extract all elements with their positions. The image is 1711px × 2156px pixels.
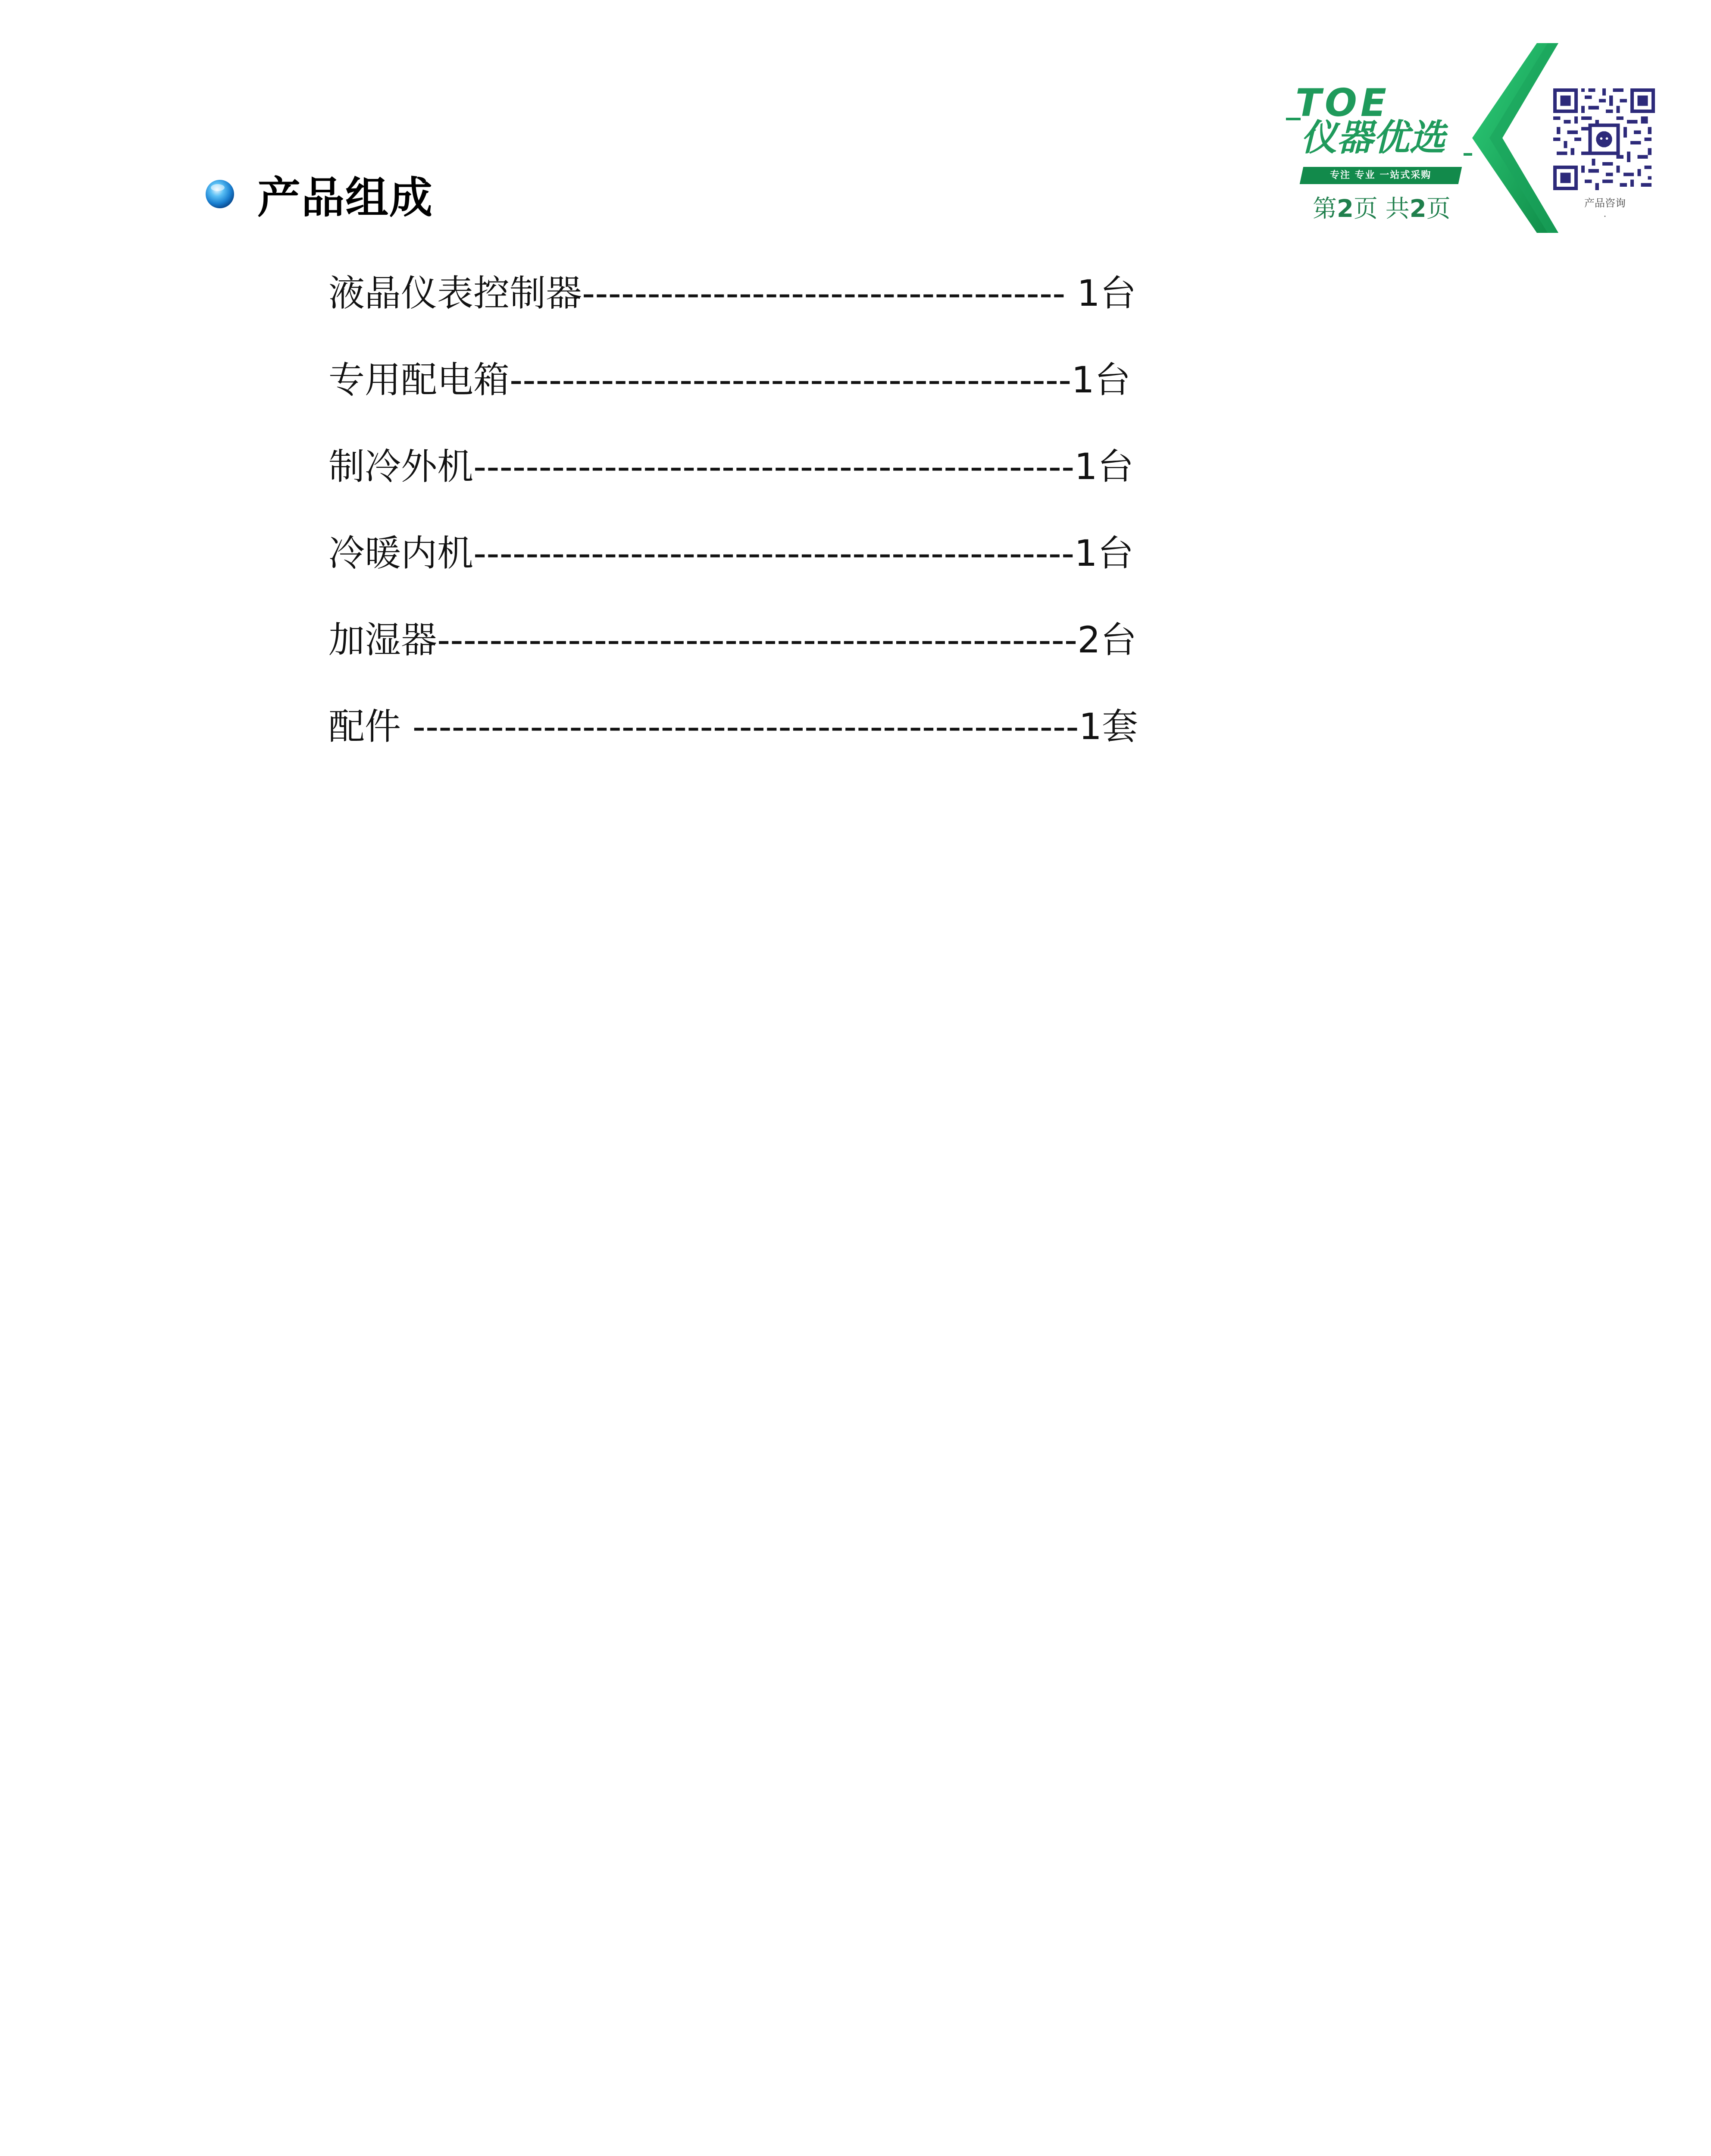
qr-code-icon[interactable] <box>1553 88 1655 190</box>
list-item: 配件 ---------------------------------------------------1套 <box>328 705 1138 748</box>
brand-en: TOE <box>1295 81 1390 125</box>
list-item: 制冷外机----------------------------------------------1台 <box>328 445 1134 488</box>
brand-slogan <box>1300 167 1462 184</box>
brand-accent-line <box>1464 153 1472 156</box>
brand-slogan-text: 专注 专业 一站式采购 <box>1330 170 1432 181</box>
components-list <box>328 263 1191 783</box>
total-pages: 2 <box>1409 195 1426 223</box>
list-item: 冷暖内机----------------------------------------------1台 <box>328 532 1134 574</box>
brand-name: 仪器优选 <box>1301 116 1446 159</box>
qr-dot: . <box>1603 208 1607 219</box>
section-heading <box>205 164 433 224</box>
current-page: 2 <box>1337 195 1354 223</box>
page-indicator <box>1313 197 1451 221</box>
chevron-left-icon <box>1472 43 1563 233</box>
blue-sphere-bullet-icon <box>205 179 235 209</box>
list-item: 液晶仪表控制器------------------------------------- 1台 <box>328 272 1136 314</box>
page-suffix: 页 <box>1426 195 1451 223</box>
page-mid: 页 共 <box>1353 195 1410 223</box>
section-title: 产品组成 <box>257 172 433 223</box>
list-item: 加湿器-------------------------------------------------2台 <box>328 619 1137 661</box>
page-prefix: 第 <box>1313 195 1337 223</box>
list-item: 专用配电箱-------------------------------------------1台 <box>328 359 1131 401</box>
qr-caption: 产品咨询 <box>1584 197 1626 209</box>
qr-code-block <box>1553 88 1657 219</box>
